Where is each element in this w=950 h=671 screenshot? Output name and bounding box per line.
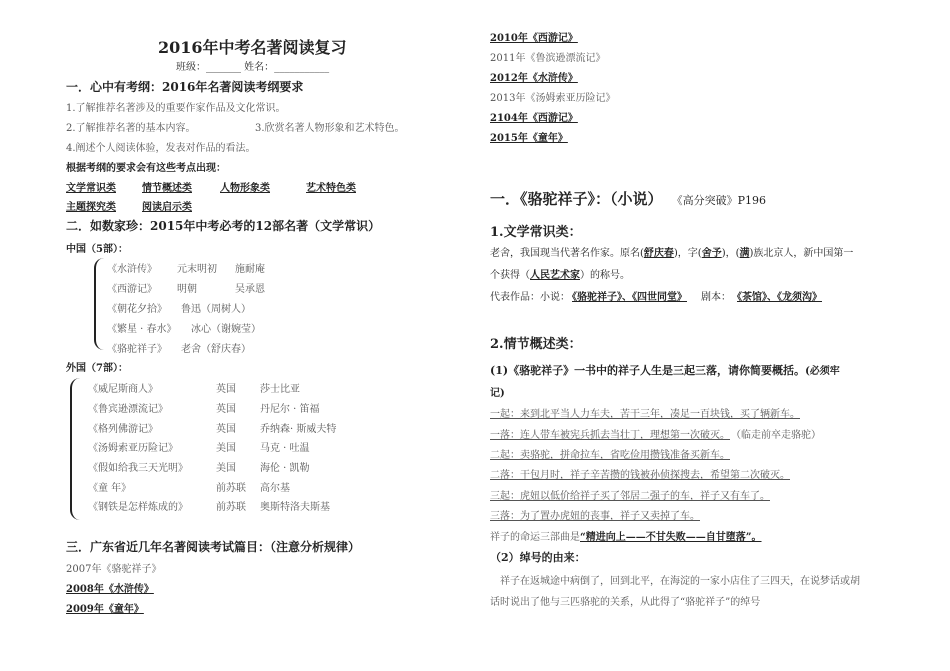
fate-summary: 祥子的命运三部曲是“精进向上——不甘失败——自甘堕落”。 [490, 532, 762, 543]
foreign-book: 《童 年》 前苏联 高尔基 [88, 483, 290, 494]
plot-line: 二起：卖骆驼，拼命拉车，省吃俭用攒钱准备买新车。 [490, 450, 730, 461]
foreign-book: 《假如给我三天光明》 美国 海伦 · 凯勒 [88, 463, 310, 474]
exam-year: 2015年《童年》 [490, 133, 568, 144]
literature-line-2: 个获得（人民艺术家）的称号。 [490, 270, 630, 281]
section-1-title: 一．心中有考纲：2016年名著阅读考纲要求 [66, 80, 304, 94]
foreign-brace [70, 378, 82, 520]
type-character: 人物形象类 [220, 183, 270, 194]
exam-year: 2012年《水浒传》 [490, 73, 578, 84]
question-2: （2）绰号的由来： [490, 551, 586, 564]
china-book: 《水浒传》 元末明初 施耐庵 [107, 264, 265, 275]
type-theme: 主题探究类 [66, 202, 116, 213]
china-book: 《西游记》 明朝 吴承恩 [107, 284, 265, 295]
china-brace [94, 258, 104, 350]
requirement-1: 1.了解推荐名著涉及的重要作家作品及文化常识。 [66, 103, 286, 114]
type-art: 艺术特色类 [306, 183, 356, 194]
plot-line: 二落：干包月时，祥子辛苦攒的钱被孙侦探搜去，希望第二次破灭。 [490, 470, 790, 481]
foreign-book: 《鲁宾逊漂流记》 英国 丹尼尔 · 笛福 [88, 404, 320, 415]
points-intro: 根据考纲的要求会有这些考点出现： [66, 163, 226, 174]
china-book: 《繁星 · 春水》 冰心（谢婉莹） [107, 324, 261, 335]
plot-line: 三起：虎妞以低价给祥子买了邻居二强子的车，祥子又有车了。 [490, 491, 770, 502]
exam-year: 2009年《童年》 [66, 604, 144, 615]
type-enlightenment: 阅读启示类 [142, 202, 192, 213]
literature-line-1: 老舍，我国现当代著名作家。原名(舒庆春)，字(舍予)，(满)族北京人，新中国第一 [490, 248, 854, 259]
section-3-title: 三．广东省近几年名著阅读考试篇目：（注意分析规律） [66, 540, 361, 554]
foreign-book: 《钢铁是怎样炼成的》 前苏联 奥斯特洛夫斯基 [88, 502, 330, 513]
class-name-line: 班级：_______ 姓名：___________ [176, 62, 330, 73]
page-title: 2016年中考名著阅读复习 [158, 38, 347, 57]
nickname-line-2: 话时说出了他与三匹骆驼的关系，从此得了“骆驼祥子”的绰号 [490, 597, 761, 608]
plot-heading: 2.情节概述类： [490, 337, 582, 352]
foreign-book: 《格列佛游记》 英国 乔纳森· 斯威夫特 [88, 424, 337, 435]
literature-heading: 1.文学常识类： [490, 225, 582, 240]
foreign-book: 《汤姆索亚历险记》 美国 马克 · 吐温 [88, 443, 310, 454]
requirement-4: 4.阐述个人阅读体验，发表对作品的看法。 [66, 143, 256, 154]
exam-year: 2104年《西游记》 [490, 113, 578, 124]
question-1: (1)《骆驼祥子》一书中的祥子人生是三起三落，请你简要概括。(必须牢 [490, 364, 840, 377]
foreign-book: 《威尼斯商人》 英国 莎士比亚 [88, 384, 300, 395]
plot-line: 一落：连人带车被宪兵抓去当壮丁，理想第一次破灭。 （临走前卒走骆驼） [490, 430, 821, 441]
china-book: 《朝花夕拾》 鲁迅（周树人） [107, 304, 251, 315]
requirement-2: 2.了解推荐名著的基本内容。 [66, 123, 196, 134]
type-literature: 文学常识类 [66, 183, 116, 194]
exam-year: 2013年《汤姆索亚历险记》 [490, 93, 616, 104]
foreign-label: 外国（7部）： [66, 363, 128, 374]
exam-year: 2011年《鲁滨逊漂流记》 [490, 53, 606, 64]
nickname-line-1: 祥子在返城途中病倒了，回到北平，在海淀的一家小店住了三四天，在说梦话或胡 [500, 576, 860, 587]
novel-title: 一．《骆驼祥子》：（小说） [490, 190, 663, 208]
exam-year: 2010年《西游记》 [490, 33, 578, 44]
type-plot: 情节概述类 [142, 183, 192, 194]
exam-year: 2007年《骆驼祥子》 [66, 564, 162, 575]
representative-works: 代表作品：小说： 《骆驼祥子》、《四世同堂》 剧本： 《茶馆》、《龙须沟》 [490, 292, 822, 303]
novel-heading [490, 188, 766, 209]
china-book: 《骆驼祥子》 老舍（舒庆春） [107, 344, 251, 355]
section-2-title: 二．如数家珍：2015年中考必考的12部名著（文学常识） [66, 219, 381, 233]
exam-year: 2008年《水浒传》 [66, 584, 154, 595]
requirement-3: 3.欣赏名著人物形象和艺术特色。 [255, 123, 405, 134]
plot-line: 一起：来到北平当人力车夫，苦干三年，凑足一百块钱，买了辆新车。 [490, 409, 800, 420]
plot-line: 三落：为了置办虎妞的丧事，祥子又卖掉了车。 [490, 511, 700, 522]
book-reference: 《高分突破》P196 [671, 194, 767, 207]
question-1-note: 记) [490, 388, 505, 399]
china-label: 中国（5部）： [66, 244, 128, 255]
